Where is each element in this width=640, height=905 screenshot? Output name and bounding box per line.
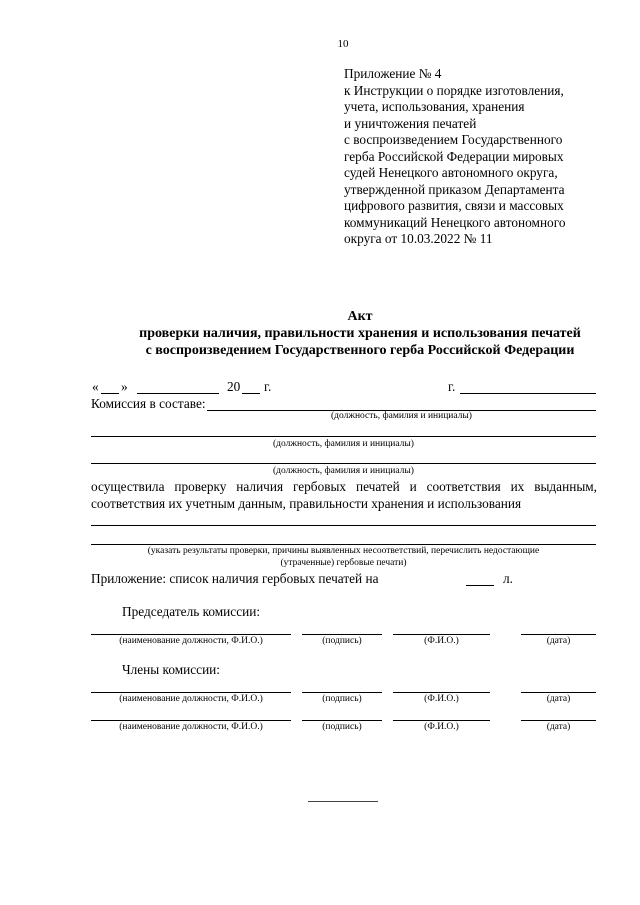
title-line: Акт <box>347 309 373 324</box>
quote-open: « <box>92 379 99 394</box>
member-1-position-hint: (наименование должности, Ф.И.О.) <box>119 694 263 704</box>
member-1-date-line[interactable] <box>521 692 596 693</box>
appendix-line: с воспроизведением Государственного <box>344 132 563 147</box>
member-2-position-hint: (наименование должности, Ф.И.О.) <box>119 722 263 732</box>
appendix-line: судей Ненецкого автономного округа, <box>344 165 558 180</box>
appendix-line: коммуникаций Ненецкого автономного <box>344 214 566 230</box>
closing-divider <box>308 801 378 802</box>
performed-line-1: осуществила проверку наличия гербовых печатей и соответствия их выданным, <box>91 479 597 494</box>
member-2-signature-line[interactable] <box>302 720 382 721</box>
appendix-line: к Инструкции о порядке изготовления, <box>344 82 564 98</box>
appendix-line: и уничтожения печатей <box>344 115 477 131</box>
member-2-date-line[interactable] <box>521 720 596 721</box>
appendix-line: утвержденной приказом Департамента <box>344 181 565 197</box>
results-hint-line-2: (утраченные) гербовые печати) <box>280 558 407 568</box>
member-2-signature-hint: (подпись) <box>322 722 362 732</box>
day-field-line[interactable] <box>101 393 119 394</box>
commission-label: Комиссия в составе: <box>91 396 206 411</box>
member-1-fio-line[interactable] <box>393 692 490 693</box>
chairman-date-line[interactable] <box>521 634 596 635</box>
appendix-line: цифрового развития, связи и массовых <box>344 198 564 213</box>
attachment-pages-line[interactable] <box>466 585 494 586</box>
quote-close: » <box>121 379 128 394</box>
attachment-suffix: л. <box>503 571 513 586</box>
results-line-1[interactable] <box>91 525 596 526</box>
chairman-position-line[interactable] <box>91 634 291 635</box>
member-1-signature-line[interactable] <box>302 692 382 693</box>
appendix-header <box>344 66 565 248</box>
city-field-line[interactable] <box>460 393 596 394</box>
appendix-line: округа от 10.03.2022 № 11 <box>344 231 493 246</box>
member-1-fio-hint: (Ф.И.О.) <box>424 694 459 704</box>
member-2-date-hint: (дата) <box>546 722 571 732</box>
results-line-2[interactable] <box>91 544 596 545</box>
chairman-position-hint: (наименование должности, Ф.И.О.) <box>119 636 263 646</box>
appendix-line: учета, использования, хранения <box>344 99 525 114</box>
commission-member-3-hint: (должность, фамилия и инициалы) <box>273 466 414 476</box>
commission-member-1-hint: (должность, фамилия и инициалы) <box>331 411 472 421</box>
chairman-signature-line[interactable] <box>302 634 382 635</box>
commission-member-2-line[interactable] <box>91 436 596 437</box>
chairman-fio-hint: (Ф.И.О.) <box>424 636 459 646</box>
results-hint-line-1: (указать результаты проверки, причины выявленных несоответствий, перечислить недостающие <box>147 546 540 556</box>
year-suffix: г. <box>264 379 272 394</box>
member-2-fio-hint: (Ф.И.О.) <box>424 722 459 732</box>
attachment-label: Приложение: список наличия гербовых печатей на <box>91 571 379 586</box>
chairman-date-hint: (дата) <box>546 636 571 646</box>
page-number: 10 <box>337 38 349 50</box>
year-field-line[interactable] <box>242 393 260 394</box>
title-line: с воспроизведением Государственного герба Российской Федерации <box>145 343 575 358</box>
appendix-line: Приложение № 4 <box>344 66 442 81</box>
city-prefix: г. <box>448 379 456 394</box>
month-field-line[interactable] <box>137 393 219 394</box>
members-label: Члены комиссии: <box>122 662 220 677</box>
member-2-fio-line[interactable] <box>393 720 490 721</box>
performed-line-2: соответствия их учетным данным, правильности хранения и использования <box>91 496 522 511</box>
appendix-line: герба Российской Федерации мировых <box>344 148 564 164</box>
title-line: проверки наличия, правильности хранения и использования печатей <box>139 326 581 341</box>
member-1-date-hint: (дата) <box>546 694 571 704</box>
member-1-position-line[interactable] <box>91 692 291 693</box>
member-2-position-line[interactable] <box>91 720 291 721</box>
commission-member-3-line[interactable] <box>91 463 596 464</box>
member-1-signature-hint: (подпись) <box>322 694 362 704</box>
commission-member-2-hint: (должность, фамилия и инициалы) <box>273 439 414 449</box>
chairman-signature-hint: (подпись) <box>322 636 362 646</box>
chairman-label: Председатель комиссии: <box>122 604 261 619</box>
chairman-fio-line[interactable] <box>393 634 490 635</box>
year-prefix: 20 <box>227 379 241 394</box>
document-title <box>60 308 640 359</box>
